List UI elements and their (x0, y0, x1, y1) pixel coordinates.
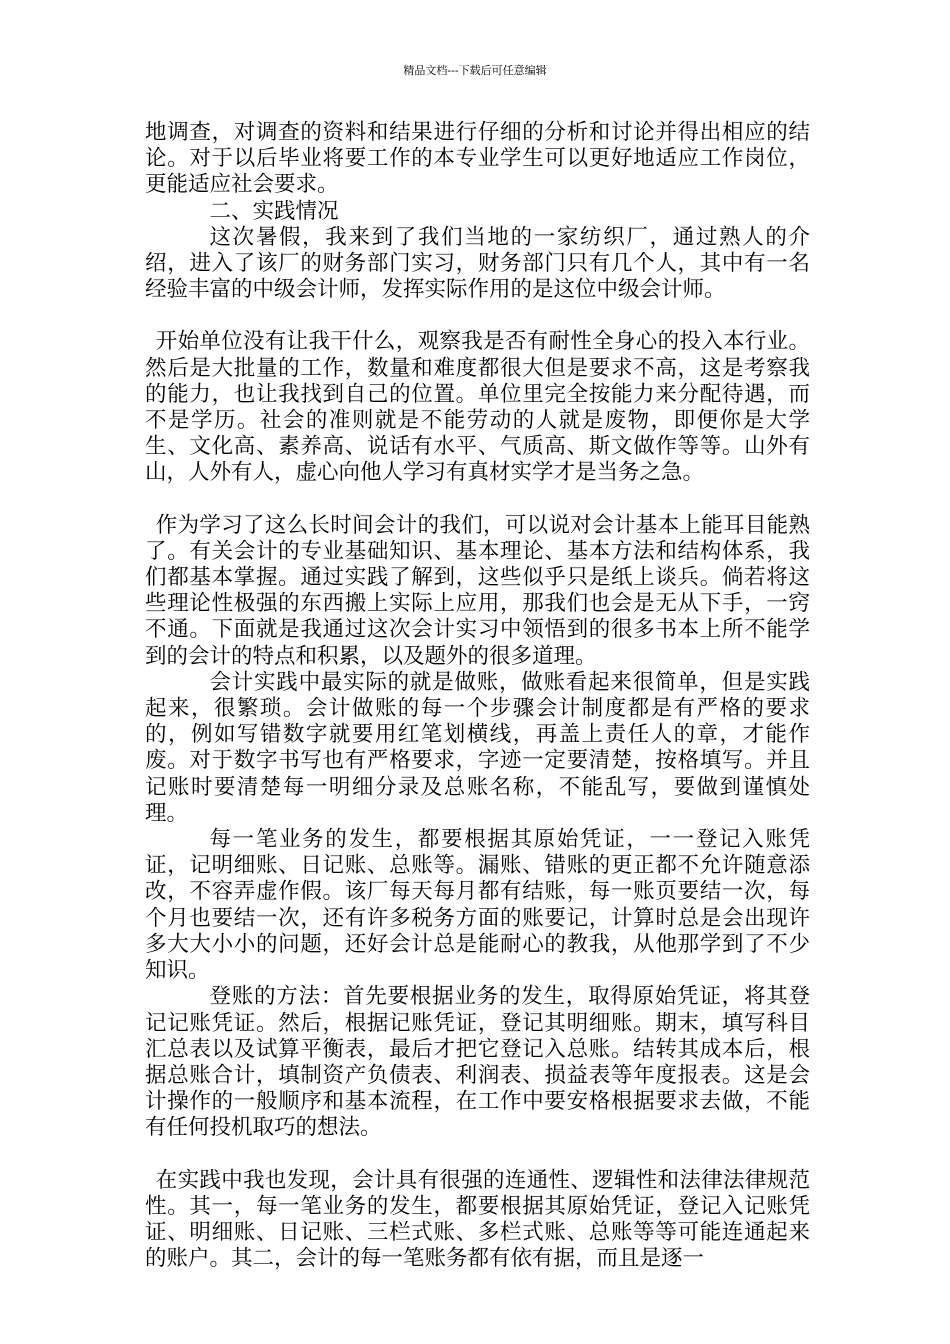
paragraph-summer-internship: 这次暑假，我来到了我们当地的一家纺织厂，通过熟人的介绍，进入了该厂的财务部门实习，财务部门只有几个人，其中有一名经验丰富的中级会计师，发挥实际作用的是这位中级会计师。 (145, 224, 810, 303)
paragraph-first-days: 开始单位没有让我干什么，观察我是否有耐性全身心的投入本行业。然后是大批量的工作，数量和难度都很大但是要求不高，这是考察我的能力，也让我找到自己的位置。单位里完全按能力来分配待遇，而不是学历。社会的准则就是不能劳动的人就是废物，即便你是大学生、文化高、素养高、说话有水平、气质高、斯文做作等等。山外有山，人外有人，虚心向他人学习有真材实学才是当务之急。 (145, 329, 810, 486)
page-header: 精品文档---下载后可任意编辑 (403, 64, 547, 77)
document-body (145, 120, 810, 1272)
paragraph-accounting-features: 在实践中我也发现，会计具有很强的连通性、逻辑性和法律法律规范性。其一，每一笔业务的发生，都要根据其原始凭证，登记入记账凭证、明细账、日记账、三栏式账、多栏式账、总账等等可能连通起来的账户。其二，会计的每一笔账务都有依有据，而且是逐一 (145, 1167, 810, 1272)
section-heading-practice: 二、实践情况 (209, 198, 339, 224)
paragraph-posting-method: 登账的方法：首先要根据业务的发生，取得原始凭证，将其登记记账凭证。然后，根据记账凭证，登记其明细账。期末，填写科目汇总表以及试算平衡表，最后才把它登记入总账。结转其成本后，根据总账合计，填制资产负债表、利润表、损益表等年度报表。这是会计操作的一般顺序和基本流程，在工作中要安格根据要求去做，不能有任何投机取巧的想法。 (145, 984, 810, 1141)
paragraph-vouchers: 每一笔业务的发生，都要根据其原始凭证，一一登记入账凭证，记明细账、日记账、总账等。漏账、错账的更正都不允许随意添改，不容弄虚作假。该厂每天每月都有结账，每一账页要结一次，每个月也要结一次，还有许多税务方面的账要记，计算时总是会出现许多大大小小的问题，还好会计总是能耐心的教我，从他那学到了不少知识。 (145, 827, 810, 984)
paragraph-intro-continuation: 地调查，对调查的资料和结果进行仔细的分析和讨论并得出相应的结论。对于以后毕业将要工作的本专业学生可以更好地适应工作岗位，更能适应社会要求。 (145, 120, 810, 198)
paragraph-bookkeeping: 会计实践中最实际的就是做账，做账看起来很简单，但是实践起来，很繁琐。会计做账的每一个步骤会计制度都是有严格的要求的，例如写错数字就要用红笔划横线，再盖上责任人的章，才能作废。对于数字书写也有严格要求，字迹一定要清楚，按格填写。并且记账时要清楚每一明细分录及总账名称，不能乱写，要做到谨慎处理。 (145, 669, 810, 826)
paragraph-theory-vs-practice: 作为学习了这么长时间会计的我们，可以说对会计基本上能耳目能熟了。有关会计的专业基础知识、基本理论、基本方法和结构体系，我们都基本掌握。通过实践了解到，这些似乎只是纸上谈兵。倘若将这些理论性极强的东西搬上实际上应用，那我们也会是无从下手，一窍不通。下面就是我通过这次会计实习中领悟到的很多书本上所不能学到的会计的特点和积累，以及题外的很多道理。 (145, 512, 810, 669)
